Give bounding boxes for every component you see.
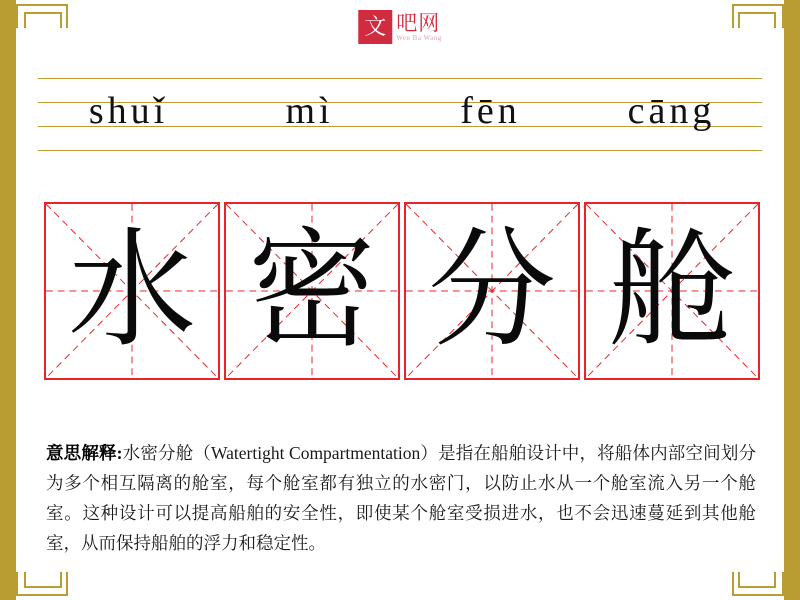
- pinyin-syllable: cāng: [627, 90, 716, 132]
- character-grid: [44, 202, 760, 380]
- pinyin-syllable: shuǐ: [88, 90, 169, 132]
- corner-ornament-top-left: [16, 4, 70, 58]
- pinyin-row: [38, 78, 762, 150]
- character-cell: [44, 202, 220, 380]
- character-glyph: 舱: [607, 216, 736, 365]
- pinyin-syllable: mì: [285, 90, 334, 132]
- logo-pinyin-name: Wen Ba Wang: [396, 33, 442, 42]
- pinyin-staff: [38, 78, 762, 150]
- character-cell: [404, 202, 580, 380]
- explanation-label: 意思解释:: [46, 443, 123, 463]
- staff-line-4: [38, 150, 762, 151]
- character-cell: [224, 202, 400, 380]
- explanation-block: [46, 438, 756, 558]
- logo-chinese-name: 吧网: [396, 10, 441, 35]
- pinyin-syllable: fēn: [460, 90, 521, 132]
- character-cell: [584, 202, 760, 380]
- frame-right-bar: [784, 0, 800, 600]
- logo-text-group: [396, 12, 441, 43]
- corner-ornament-top-right: [730, 4, 784, 58]
- character-glyph: 密: [247, 216, 376, 365]
- site-logo[interactable]: [358, 10, 441, 44]
- character-glyph: 分: [427, 216, 556, 365]
- frame-left-bar: [0, 0, 16, 600]
- logo-mark-icon: 文: [358, 10, 392, 44]
- explanation-text: 水密分舱（Watertight Compartmentation）是指在船舶设计中，将船体内部空间划分为多个相互隔离的舱室，每个舱室都有独立的水密门，以防止水从一个舱室流入另一个舱室。这种设计可以提高船舶的安全性，即使某个舱室受损进水，也不会迅速蔓延到其他舱室，从而保持船舶的浮力和稳定性。: [46, 443, 756, 553]
- character-glyph: 水: [67, 216, 196, 365]
